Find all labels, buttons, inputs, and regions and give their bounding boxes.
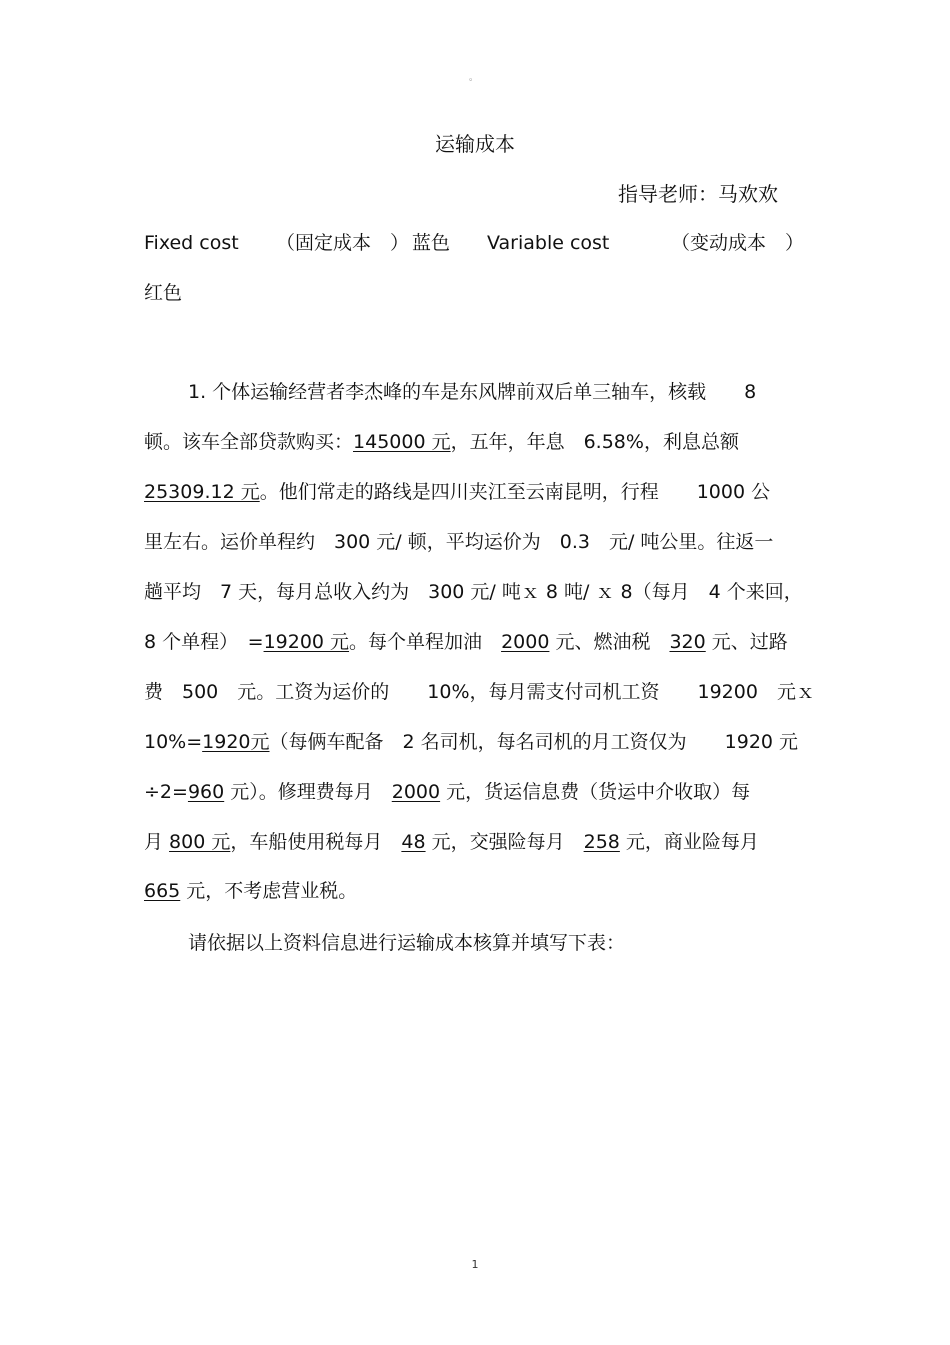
commercial-insurance: 665 — [144, 880, 181, 902]
wage-per-driver: 960 — [187, 781, 225, 803]
instruction-text: 请依据以上资料信息进行运输成本核算并填写下表： — [188, 932, 626, 954]
fuel-tax: 320 — [669, 631, 706, 653]
cost-legend — [144, 228, 808, 258]
info-fee: 800 元 — [169, 831, 231, 853]
problem-line-11 — [144, 876, 808, 906]
problem-line-4: 里左右。运价单程约 300 元/ 顿，平均运价为 0.3 元/ 吨公里。往返一 — [144, 531, 774, 553]
problem-line-6 — [144, 627, 808, 657]
problem-line-10 — [144, 827, 808, 857]
problem-line-5: 趟平均 7 天，每月总收入约为 300 元/ 吨ｘ 8 吨/ ｘ 8（每月 4 个来回， — [144, 581, 803, 603]
text: 8 个单程） = — [144, 631, 264, 653]
document-title: 运输成本 — [435, 132, 515, 156]
problem-line-3 — [144, 477, 808, 507]
repair-cost: 2000 — [391, 781, 441, 803]
vehicle-tax: 48 — [401, 831, 426, 853]
page-number: 1 — [471, 1258, 479, 1271]
text: 。每个单程加油 — [349, 631, 502, 653]
monthly-revenue: 19200 元 — [263, 631, 350, 653]
driver-wages: 1920元 — [202, 731, 270, 753]
text: 10%= — [144, 731, 203, 753]
problem-line-2 — [144, 427, 808, 457]
text: 元，交强险每月 — [425, 831, 584, 853]
text: 元、燃油税 — [549, 631, 670, 653]
variable-cost-en: Variable cost — [487, 232, 610, 254]
text: 。他们常走的路线是四川夹江至云南昆明，行程 1000 公 — [259, 481, 771, 503]
text: ，五年，年息 6.58%，利息总额 — [450, 431, 739, 453]
text: 元，商业险每月 — [619, 831, 759, 853]
text: 顿。该车全部贷款购买： — [144, 431, 354, 453]
teacher-name: 指导老师：马欢欢 — [618, 182, 778, 206]
problem-line-1: 1. 个体运输经营者李杰峰的车是东风牌前双后单三轴车，核载 8 — [188, 381, 757, 403]
text: 元）。修理费每月 — [224, 781, 392, 803]
loan-amount: 145000 元 — [353, 431, 451, 453]
problem-line-7: 费 500 元。工资为运价的 10%，每月需支付司机工资 19200 元ｘ — [144, 681, 815, 703]
variable-cost-color: 红色 — [144, 282, 183, 304]
compulsory-insurance: 258 — [583, 831, 620, 853]
problem-line-8 — [144, 727, 808, 757]
text: 月 — [144, 831, 170, 853]
text: 元，不考虑营业税。 — [180, 880, 358, 902]
text: ÷2= — [144, 781, 188, 803]
problem-line-9 — [144, 777, 808, 807]
text: ，车船使用税每月 — [230, 831, 402, 853]
fuel-cost: 2000 — [501, 631, 550, 653]
header-dot: 。 — [469, 73, 479, 83]
fixed-cost-cn: （固定成本 ） — [276, 232, 410, 254]
total-interest: 25309.12 元 — [144, 481, 260, 503]
text: 元，货运信息费（货运中介收取）每 — [440, 781, 751, 803]
variable-cost-cn: （变动成本 ） — [671, 232, 805, 254]
text: （每俩车配备 2 名司机，每名司机的月工资仅为 1920 元 — [269, 731, 799, 753]
text: 元、过路 — [705, 631, 788, 653]
fixed-cost-en: Fixed cost — [144, 232, 239, 254]
fixed-cost-color: 蓝色 — [412, 232, 451, 254]
